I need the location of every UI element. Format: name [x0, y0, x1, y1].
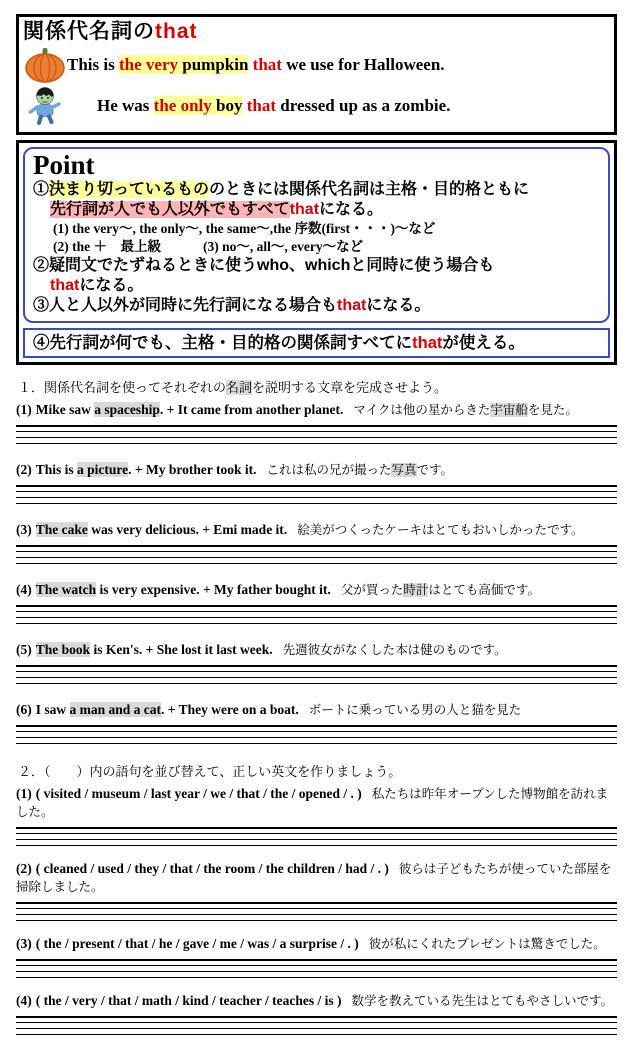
item-number: (3) — [16, 936, 32, 951]
sentence-text: Mike saw — [35, 402, 95, 417]
header-box — [16, 14, 617, 135]
highlighted-noun-jp: 宇宙船 — [490, 403, 528, 417]
japanese-translation: 彼らは子どもたちが使っていた部屋を掃除しました。 — [16, 862, 612, 894]
point-text: のときには関係代名詞は主格・目的格ともに — [209, 181, 530, 198]
point-sub-1: (1) the very～, the only～, the same～,the 序数(first・・・)～など — [53, 221, 436, 236]
sentence-text: This is — [35, 462, 78, 477]
exercise-sentence — [16, 521, 617, 539]
item-number: (3) — [16, 522, 32, 537]
scrambled-words: ( the / present / that / he / gave / me / was / a surprise / . ) — [35, 936, 359, 951]
answer-line — [16, 563, 617, 569]
sentence-text: we use for Halloween. — [281, 55, 445, 74]
item-number: (1) — [16, 402, 32, 417]
point-number: ② — [33, 257, 50, 274]
japanese-translation: 私たちは昨年オープンした博物館を訪れました。 — [16, 787, 609, 819]
point-item-3 — [33, 296, 600, 316]
highlighted-noun: The cake — [35, 522, 88, 537]
item-number: (4) — [16, 582, 32, 597]
sentence-text: I saw — [35, 702, 70, 717]
highlight-the-only: the only — [153, 96, 217, 115]
highlighted-noun-jp: 写真 — [391, 463, 417, 477]
highlight-noun: 名詞 — [226, 380, 253, 395]
exercise-sentence — [16, 461, 617, 479]
exercise-sentence — [16, 641, 617, 659]
point-text: 先行詞が何でも、主格・目的格の関係詞すべてに — [49, 334, 413, 352]
jp-text: ボートに乗っている男の人と猫を見た — [308, 703, 522, 717]
highlighted-noun-jp: 時計 — [403, 583, 429, 597]
that-word: that — [242, 96, 277, 115]
item-number: (2) — [16, 861, 32, 876]
point-text: になる。 — [319, 201, 384, 218]
answer-lines — [16, 959, 617, 983]
item-number: (5) — [16, 642, 32, 657]
answer-lines — [16, 605, 617, 629]
example-sentence — [97, 96, 450, 116]
exercise-sentence — [16, 992, 617, 1010]
answer-line — [16, 443, 617, 449]
answer-line — [16, 683, 617, 689]
point-number: ③ — [33, 297, 50, 314]
answer-lines — [16, 425, 617, 449]
highlight-the-very: the very — [118, 55, 183, 74]
answer-lines — [16, 725, 617, 749]
point-item-2-line2 — [50, 276, 600, 296]
title-that: that — [155, 20, 198, 43]
japanese-translation — [341, 583, 540, 597]
example-sentence — [67, 55, 445, 75]
sentence-text: This is — [67, 55, 119, 74]
answer-lines — [16, 665, 617, 689]
jp-text: 父が買った — [340, 583, 404, 597]
answer-line — [16, 503, 617, 509]
highlight-boy: boy — [216, 96, 243, 115]
point-text: 疑問文でたずねるときに使うwho、whichと同時に使う場合も — [49, 257, 495, 274]
highlighted-noun: a picture — [77, 462, 129, 477]
highlight-yellow: 決まり切っているもの — [49, 181, 210, 198]
sentence-text: is Ken's. + She lost it last week. — [90, 642, 273, 657]
that-word: that — [289, 201, 320, 218]
that-word: that — [412, 334, 443, 352]
page-title — [23, 18, 609, 45]
sentence-text: . + It came from another planet. — [159, 402, 344, 417]
exercise-item-1-3 — [16, 521, 617, 569]
exercise-sentence — [16, 401, 617, 419]
that-word: that — [248, 55, 282, 74]
zombie-icon — [23, 85, 67, 127]
scrambled-words: ( cleaned / used / they / that / the room / the children / had / . ) — [35, 861, 389, 876]
sentence-text: . + They were on a boat. — [161, 702, 299, 717]
heading-text: を説明する文章を完成させよう。 — [252, 380, 448, 395]
answer-lines — [16, 827, 617, 851]
example-sentence-row — [23, 85, 609, 127]
answer-line — [16, 623, 617, 629]
exercise-item-1-6 — [16, 701, 617, 749]
point-box — [23, 147, 610, 323]
japanese-translation — [309, 703, 522, 717]
point-sub-2 — [53, 238, 600, 256]
highlight-pumpkin: pumpkin — [182, 55, 249, 74]
point-heading: Point — [33, 150, 95, 180]
jp-text: です。 — [416, 463, 454, 477]
exercise-sentence — [16, 785, 617, 821]
point-number: ① — [33, 181, 50, 198]
answer-line — [16, 845, 617, 851]
point-number: ④ — [33, 334, 50, 352]
exercise-item-1-5 — [16, 641, 617, 689]
highlight-pink: 先行詞が人でも人以外でもすべて — [50, 201, 290, 218]
answer-line — [16, 977, 617, 983]
answer-lines — [16, 545, 617, 569]
jp-text: これは私の兄が撮った — [266, 463, 392, 477]
point-item-1-line2 — [50, 200, 600, 220]
answer-lines — [16, 1016, 617, 1040]
exercise-item-1-1 — [16, 401, 617, 449]
heading-text: １．関係代名詞を使ってそれぞれの — [18, 380, 227, 395]
item-number: (4) — [16, 993, 32, 1008]
point-text: 人と人以外が同時に先行詞になる場合も — [49, 297, 338, 314]
item-number: (6) — [16, 702, 32, 717]
scrambled-words: ( the / very / that / math / kind / teacher / teaches / is ) — [35, 993, 342, 1008]
title-main: 関係代名詞の — [23, 20, 155, 43]
example-sentence-row — [23, 47, 609, 83]
exercise-sentence — [16, 860, 617, 896]
japanese-translation — [266, 463, 453, 477]
exercise-sentence — [16, 935, 617, 953]
point-text: になる。 — [79, 277, 144, 294]
section-1-heading — [18, 377, 617, 396]
answer-line — [16, 743, 617, 749]
scrambled-words: ( visited / museum / last year / we / that / the / opened / . ) — [35, 786, 362, 801]
point-item-4-box — [23, 328, 610, 358]
exercise-item-2-3 — [16, 935, 617, 983]
highlighted-noun: a spaceship — [94, 402, 160, 417]
section-1 — [16, 377, 617, 749]
exercise-sentence — [16, 701, 617, 719]
highlighted-noun: The watch — [35, 582, 97, 597]
pumpkin-icon — [23, 47, 67, 83]
sentence-text: He was — [97, 96, 154, 115]
section-2-heading: ２．（ ）内の語句を並び替えて、正しい英文を作りましょう。 — [18, 764, 402, 779]
sentence-text: dressed up as a zombie. — [276, 96, 451, 115]
point-text: が使える。 — [442, 334, 525, 352]
answer-lines — [16, 485, 617, 509]
point-outer-box — [16, 140, 617, 365]
japanese-translation — [353, 403, 578, 417]
sentence-text: was very delicious. + Emi made it. — [87, 522, 288, 537]
sentence-text: . + My brother took it. — [128, 462, 257, 477]
japanese-translation: 数学を教えている先生はとてもやさしいです。 — [351, 994, 613, 1008]
point-item-1 — [33, 180, 600, 200]
section-2 — [16, 761, 617, 1040]
answer-line — [16, 1034, 617, 1040]
that-word: that — [337, 297, 367, 314]
exercise-sentence — [16, 581, 617, 599]
jp-text: 絵美がつくったケーキはとてもおいしかったです。 — [297, 523, 584, 537]
item-number: (1) — [16, 786, 32, 801]
japanese-translation — [297, 523, 583, 537]
highlighted-noun: a man and a cat — [69, 702, 162, 717]
point-item-2 — [33, 256, 600, 276]
exercise-item-2-4 — [16, 992, 617, 1040]
point-sub-text: (2) the ＋ 最上級 — [53, 239, 161, 254]
that-word: that — [50, 277, 80, 294]
point-text: になる。 — [366, 297, 431, 314]
answer-line — [16, 920, 617, 926]
exercise-item-1-2 — [16, 461, 617, 509]
point-sub-text: (3) no～, all～, every～など — [203, 239, 364, 254]
japanese-translation: 彼が私にくれたプレゼントは驚きでした。 — [368, 937, 606, 951]
japanese-translation — [283, 643, 507, 657]
exercise-item-2-1 — [16, 785, 617, 851]
answer-lines — [16, 902, 617, 926]
jp-text: マイクは他の星からきた — [353, 403, 491, 417]
exercise-item-1-4 — [16, 581, 617, 629]
sentence-text: is very expensive. + My father bought it. — [96, 582, 331, 597]
item-number: (2) — [16, 462, 32, 477]
highlighted-noun: The book — [35, 642, 91, 657]
jp-text: を見た。 — [527, 403, 578, 417]
jp-text: はとても高価です。 — [428, 583, 540, 597]
exercise-item-2-2 — [16, 860, 617, 926]
jp-text: 先週彼女がなくした本は健のものです。 — [282, 643, 507, 657]
